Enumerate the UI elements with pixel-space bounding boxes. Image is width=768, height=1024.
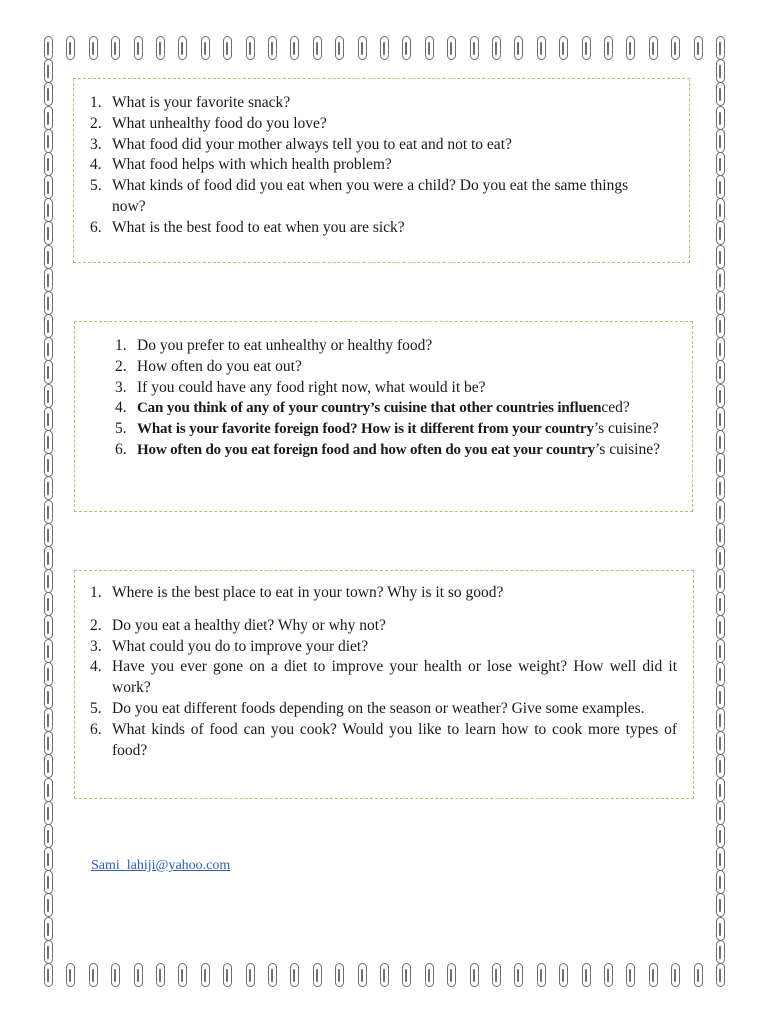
paperclip-icon	[44, 82, 53, 106]
paperclip-icon	[716, 546, 725, 570]
paperclip-icon	[671, 36, 680, 60]
paperclip-icon	[716, 291, 725, 315]
paperclip-icon	[716, 615, 725, 639]
paperclip-icon	[134, 963, 143, 987]
paperclip-icon	[716, 592, 725, 616]
question-box-2	[74, 321, 693, 512]
paperclip-icon	[380, 963, 389, 987]
paperclip-icon	[358, 963, 367, 987]
paperclip-icon	[44, 175, 53, 199]
paperclip-icon	[44, 407, 53, 431]
paperclip-icon	[447, 36, 456, 60]
paperclip-icon	[44, 221, 53, 245]
paperclip-icon	[716, 198, 725, 222]
paperclip-icon	[290, 36, 299, 60]
paperclip-icon	[716, 360, 725, 384]
email-link[interactable]: Sami_lahiji@yahoo.com	[91, 858, 231, 873]
question-list-2	[115, 336, 678, 461]
paperclip-icon	[44, 152, 53, 176]
question-box-1	[73, 78, 690, 263]
paperclip-icon	[470, 36, 479, 60]
paperclip-icon	[514, 36, 523, 60]
list-item: 5. What kinds of food did you eat when you were a child? Do you eat the same things now?	[90, 177, 629, 215]
paperclip-icon	[89, 36, 98, 60]
paperclip-icon	[716, 963, 725, 987]
paperclip-icon	[44, 430, 53, 454]
paperclip-icon	[649, 36, 658, 60]
paperclip-icon	[44, 940, 53, 964]
paperclip-icon	[178, 36, 187, 60]
paperclip-icon	[716, 662, 725, 686]
paperclip-icon	[44, 476, 53, 500]
paperclip-icon	[582, 963, 591, 987]
paperclip-icon	[44, 291, 53, 315]
paperclip-icon	[313, 963, 322, 987]
paperclip-icon	[425, 963, 434, 987]
paperclip-icon	[44, 500, 53, 524]
paperclip-icon	[716, 59, 725, 83]
paperclip-icon	[537, 36, 546, 60]
paperclip-icon	[716, 917, 725, 941]
paperclip-icon	[44, 592, 53, 616]
paperclip-icon	[716, 569, 725, 593]
paperclip-icon	[178, 963, 187, 987]
paperclip-icon	[44, 314, 53, 338]
paperclip-icon	[694, 963, 703, 987]
paperclip-icon	[716, 847, 725, 871]
paperclip-icon	[44, 847, 53, 871]
paperclip-icon	[716, 268, 725, 292]
list-item: 1. Where is the best place to eat in your town? Why is it so good?	[90, 584, 504, 601]
list-item: 5. Do you eat different foods depending on the season or weather? Give some examples.	[90, 699, 645, 717]
paperclip-icon	[44, 360, 53, 384]
list-item: 2. Do you eat a healthy diet? Why or why not?	[90, 616, 386, 634]
paperclip-icon	[402, 36, 411, 60]
list-item: 3. If you could have any food right now, what would it be?	[115, 378, 486, 396]
paperclip-icon	[335, 963, 344, 987]
paperclip-icon	[582, 36, 591, 60]
list-item: 5. What is your favorite foreign food? How is it different from your country’s cuisine?	[115, 420, 659, 438]
paperclip-icon	[492, 963, 501, 987]
paperclip-icon	[492, 36, 501, 60]
paperclip-icon	[44, 523, 53, 547]
paperclip-icon	[268, 36, 277, 60]
paperclip-icon	[44, 268, 53, 292]
list-item: 6. What kinds of food can you cook? Would you like to learn how to cook more types of food?	[90, 720, 677, 759]
list-item: 6. How often do you eat foreign food and how often do you eat your country’s cuisine?	[115, 440, 660, 458]
paperclip-icon	[223, 963, 232, 987]
paperclip-icon	[716, 476, 725, 500]
paperclip-icon	[716, 106, 725, 130]
paperclip-icon	[716, 801, 725, 825]
paperclip-icon	[335, 36, 344, 60]
paperclip-icon	[716, 523, 725, 547]
paperclip-icon	[44, 731, 53, 755]
paperclip-icon	[716, 870, 725, 894]
paperclip-icon	[44, 870, 53, 894]
paperclip-icon	[559, 36, 568, 60]
paperclip-icon	[44, 893, 53, 917]
paperclip-icon	[111, 963, 120, 987]
paperclip-icon	[44, 384, 53, 408]
paperclip-icon	[716, 430, 725, 454]
paperclip-icon	[44, 36, 53, 60]
list-item: 4. What food helps with which health problem?	[90, 156, 392, 174]
paperclip-icon	[716, 314, 725, 338]
question-list-3	[90, 583, 677, 761]
paperclip-icon	[66, 36, 75, 60]
paperclip-icon	[402, 963, 411, 987]
paperclip-icon	[716, 82, 725, 106]
paperclip-icon	[604, 963, 613, 987]
paperclip-icon	[671, 963, 680, 987]
list-item: 3. What could you do to improve your diet?	[90, 637, 369, 655]
paperclip-icon	[89, 963, 98, 987]
list-item: 4. Can you think of any of your country’s cuisine that other countries influenced?	[115, 399, 630, 417]
paperclip-icon	[716, 337, 725, 361]
paperclip-icon	[246, 963, 255, 987]
paperclip-icon	[716, 129, 725, 153]
paperclip-icon	[626, 36, 635, 60]
paperclip-icon	[44, 569, 53, 593]
paperclip-icon	[716, 175, 725, 199]
list-item: 4. Have you ever gone on a diet to improve your health or lose weight? How well did it work?	[90, 658, 677, 697]
paperclip-icon	[559, 963, 568, 987]
paperclip-icon	[425, 36, 434, 60]
paperclip-icon	[470, 963, 479, 987]
paperclip-icon	[44, 639, 53, 663]
paperclip-icon	[716, 152, 725, 176]
list-item: 2. What unhealthy food do you love?	[90, 114, 327, 132]
paperclip-icon	[44, 337, 53, 361]
paperclip-icon	[44, 453, 53, 477]
paperclip-icon	[358, 36, 367, 60]
paperclip-icon	[44, 917, 53, 941]
paperclip-icon	[716, 500, 725, 524]
paperclip-icon	[268, 963, 277, 987]
paperclip-icon	[290, 963, 299, 987]
paperclip-icon	[604, 36, 613, 60]
list-item: 6. What is the best food to eat when you are sick?	[90, 218, 405, 236]
paperclip-icon	[716, 639, 725, 663]
paperclip-icon	[716, 245, 725, 269]
paperclip-icon	[716, 36, 725, 60]
paperclip-icon	[44, 198, 53, 222]
paperclip-icon	[716, 940, 725, 964]
paperclip-icon	[44, 106, 53, 130]
question-list-1	[90, 93, 670, 239]
paperclip-icon	[246, 36, 255, 60]
paperclip-icon	[716, 453, 725, 477]
paperclip-icon	[156, 963, 165, 987]
list-item: 2. How often do you eat out?	[115, 357, 302, 375]
paperclip-icon	[44, 129, 53, 153]
paperclip-icon	[66, 963, 75, 987]
paperclip-icon	[716, 778, 725, 802]
paperclip-icon	[537, 963, 546, 987]
paperclip-icon	[44, 245, 53, 269]
paperclip-icon	[111, 36, 120, 60]
paperclip-icon	[156, 36, 165, 60]
paperclip-icon	[716, 384, 725, 408]
paperclip-icon	[44, 824, 53, 848]
paperclip-icon	[716, 754, 725, 778]
paperclip-icon	[716, 685, 725, 709]
paperclip-icon	[223, 36, 232, 60]
paperclip-icon	[44, 801, 53, 825]
paperclip-icon	[44, 662, 53, 686]
paperclip-icon	[716, 824, 725, 848]
paperclip-icon	[134, 36, 143, 60]
paperclip-icon	[44, 685, 53, 709]
paperclip-icon	[44, 546, 53, 570]
question-box-3	[74, 570, 694, 799]
paperclip-icon	[649, 963, 658, 987]
paperclip-icon	[44, 59, 53, 83]
paperclip-icon	[380, 36, 389, 60]
paperclip-icon	[514, 963, 523, 987]
paperclip-icon	[716, 731, 725, 755]
list-item: 1. Do you prefer to eat unhealthy or healthy food?	[115, 337, 433, 354]
paperclip-icon	[716, 708, 725, 732]
paperclip-icon	[716, 407, 725, 431]
paperclip-icon	[44, 963, 53, 987]
paperclip-icon	[44, 754, 53, 778]
paperclip-icon	[44, 778, 53, 802]
paperclip-icon	[716, 221, 725, 245]
paperclip-icon	[313, 36, 322, 60]
list-item: 3. What food did your mother always tell you to eat and not to eat?	[90, 135, 512, 153]
paperclip-icon	[44, 708, 53, 732]
list-item: 1. What is your favorite snack?	[90, 94, 291, 111]
paperclip-icon	[44, 615, 53, 639]
paperclip-icon	[626, 963, 635, 987]
paperclip-icon	[201, 963, 210, 987]
paperclip-icon	[447, 963, 456, 987]
paperclip-icon	[694, 36, 703, 60]
paperclip-icon	[201, 36, 210, 60]
paperclip-icon	[716, 893, 725, 917]
